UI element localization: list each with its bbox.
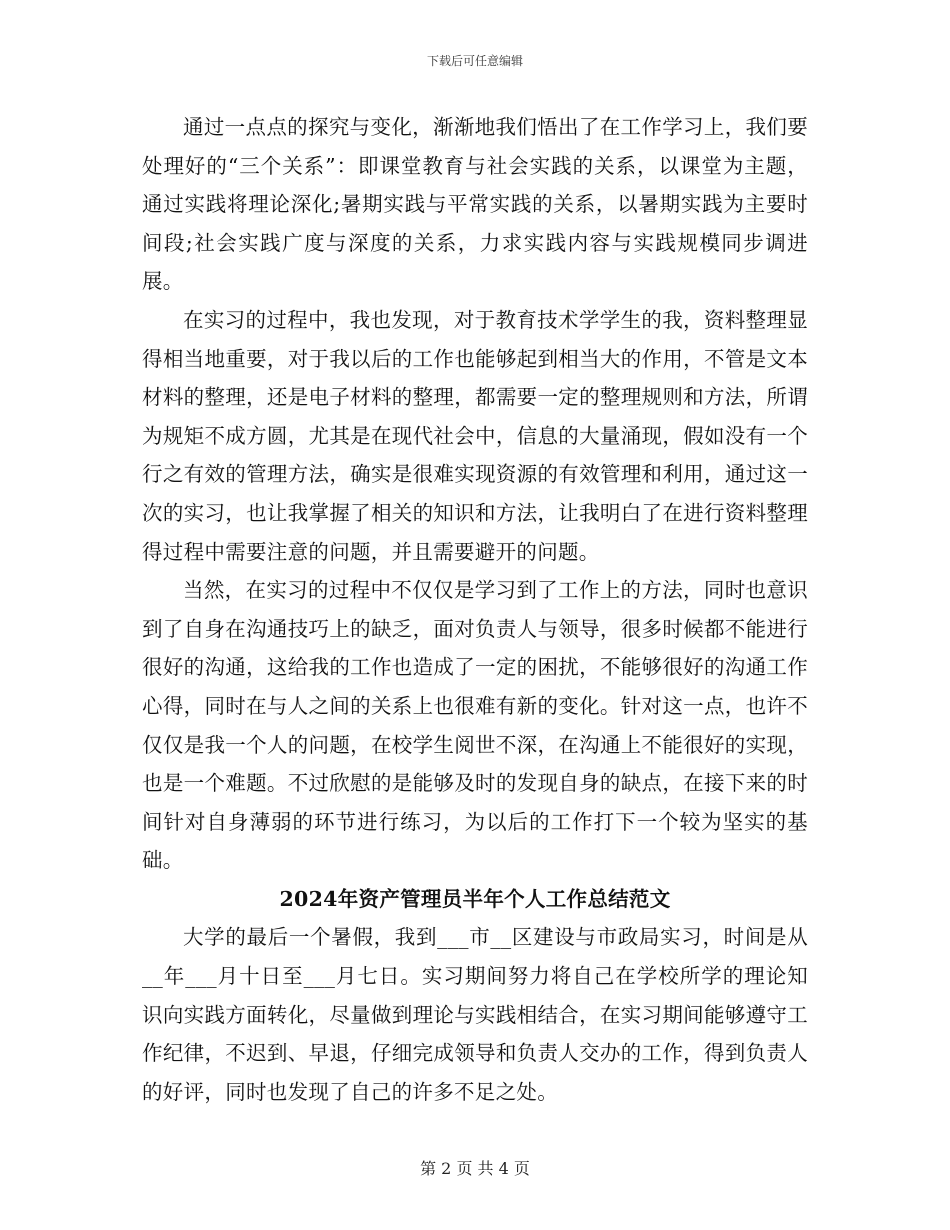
page-header: 下载后可任意编辑 (426, 54, 523, 68)
section-title: 2024年资产管理员半年个人工作总结范文 (279, 886, 671, 911)
section-paragraph: 大学的最后一个暑假，我到___市__区建设与市政局实习，时间是从__年___月十日至___月七日。实习期间努力将自己在学校所学的理论知识向实践方面转化，尽量做到理论与实践相结合，在实习期间能够遵守工作纪律，不迟到、早退，仔细完成领导和负责人交办的工作，得到负责人的好评，同时也发现了自己的许多不足之处。 (142, 925, 808, 1104)
paragraph-1: 通过一点点的探究与变化，渐渐地我们悟出了在工作学习上，我们要处理好的“三个关系”：即课堂教育与社会实践的关系，以课堂为主题，通过实践将理论深化;暑期实践与平常实践的关系，以暑期实践为主要时间段;社会实践广度与深度的关系，力求实践内容与实践规模同步调进展。 (142, 115, 808, 294)
page-number: 第 2 页 共 4 页 (420, 1159, 530, 1178)
paragraph-2: 在实习的过程中，我也发现，对于教育技术学学生的我，资料整理显得相当地重要，对于我以后的工作也能够起到相当大的作用，不管是文本材料的整理，还是电子材料的整理，都需要一定的整理规则和方法，所谓为规矩不成方圆，尤其是在现代社会中，信息的大量涌现，假如没有一个行之有效的管理方法，确实是很难实现资源的有效管理和利用，通过这一次的实习，也让我掌握了相关的知识和方法，让我明白了在进行资料整理得过程中需要注意的问题，并且需要避开的问题。 (142, 307, 808, 564)
document-body (142, 108, 808, 1111)
paragraph-3: 当然，在实习的过程中不仅仅是学习到了工作上的方法，同时也意识到了自身在沟通技巧上的缺乏，面对负责人与领导，很多时候都不能进行很好的沟通，这给我的工作也造成了一定的困扰，不能够很好的沟通工作心得，同时在与人之间的关系上也很难有新的变化。针对这一点，也许不仅仅是我一个人的问题，在校学生阅世不深，在沟通上不能很好的实现，也是一个难题。不过欣慰的是能够及时的发现自身的缺点，在接下来的时间针对自身薄弱的环节进行练习，为以后的工作打下一个较为坚实的基础。 (142, 578, 808, 873)
